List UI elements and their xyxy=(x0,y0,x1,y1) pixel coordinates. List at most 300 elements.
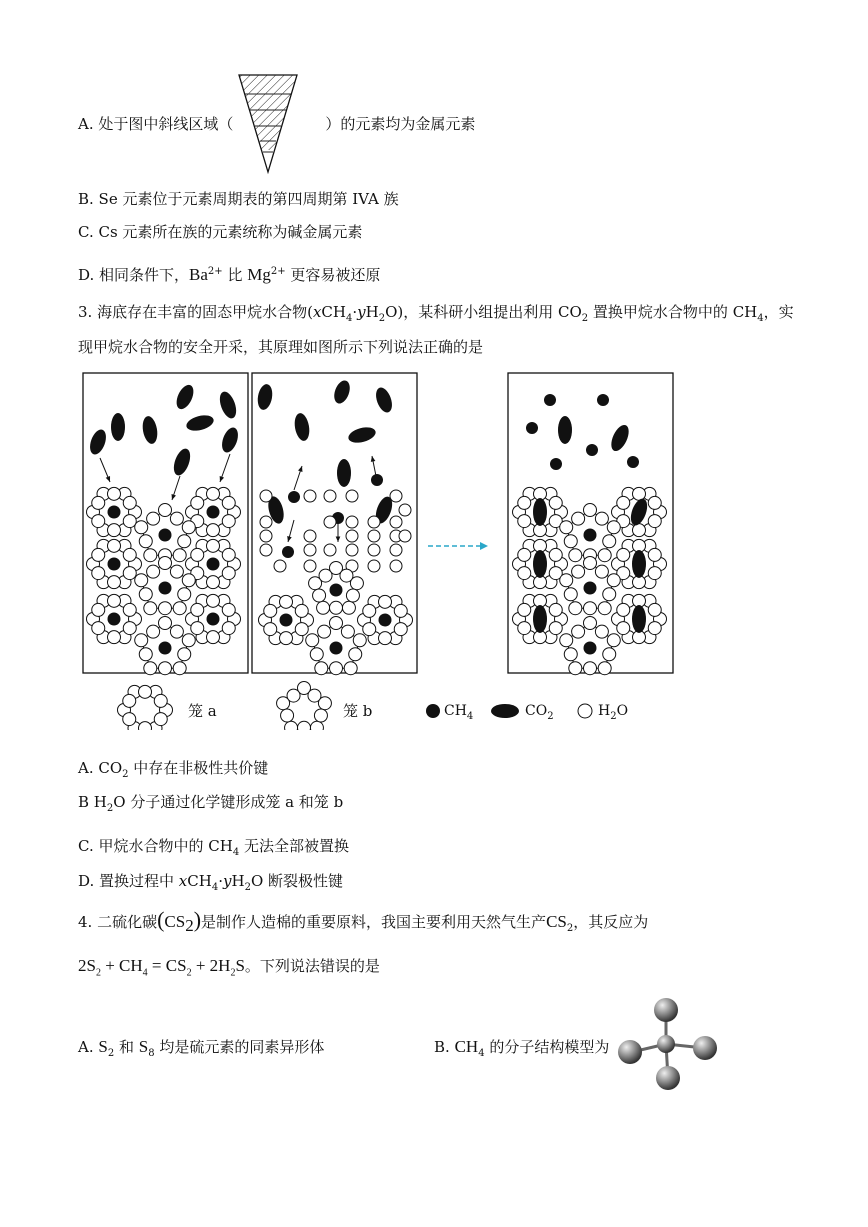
water-molecule xyxy=(394,623,407,636)
ch4-molecule xyxy=(159,529,172,542)
water-molecule xyxy=(340,569,353,582)
co2-molecule xyxy=(632,605,646,633)
water-molecule xyxy=(260,530,272,542)
legend-h2o-label xyxy=(598,701,628,727)
water-molecule xyxy=(170,625,183,638)
water-molecule xyxy=(207,594,220,607)
water-molecule xyxy=(207,524,220,537)
water-molecule xyxy=(222,496,235,509)
water-molecule xyxy=(368,516,380,528)
q3-stem-c: 4 xyxy=(345,313,353,324)
ch4-molecule xyxy=(597,394,609,406)
water-molecule xyxy=(298,721,311,730)
water-molecule xyxy=(595,565,608,578)
water-molecule xyxy=(569,662,582,675)
co2-molecule xyxy=(632,550,646,578)
water-molecule xyxy=(306,634,319,647)
water-molecule xyxy=(346,544,358,556)
water-molecule xyxy=(314,709,327,722)
legend-co2-label xyxy=(525,701,554,727)
q3-d-4: · xyxy=(218,872,223,890)
water-molecule xyxy=(191,548,204,561)
water-molecule xyxy=(595,625,608,638)
water-molecule xyxy=(390,544,402,556)
water-molecule xyxy=(135,521,148,534)
q3-stem-y: y xyxy=(357,303,366,321)
water-molecule xyxy=(154,694,167,707)
water-molecule xyxy=(135,574,148,587)
water-molecule xyxy=(304,490,316,502)
water-molecule xyxy=(170,512,183,525)
q3-c-1: C. 甲烷水合物中的 CH xyxy=(78,837,233,855)
water-molecule xyxy=(584,662,597,675)
q2-option-a-text-pre: A. 处于图中斜线区域（ xyxy=(78,115,234,133)
water-molecule xyxy=(147,565,160,578)
legend-cage-a-label: 笼 a xyxy=(188,702,217,720)
water-molecule xyxy=(598,602,611,615)
water-molecule xyxy=(560,521,573,534)
q3-stem-j: 4 xyxy=(757,313,764,324)
water-molecule xyxy=(349,648,362,661)
q2-option-c: C. Cs 元素所在族的元素统称为碱金属元素 xyxy=(78,223,363,241)
water-molecule xyxy=(390,516,402,528)
water-molecule xyxy=(191,496,204,509)
legend-ch4-sub: 4 xyxy=(466,710,474,722)
legend-h2o-text: H xyxy=(598,703,611,719)
water-molecule xyxy=(648,622,661,635)
ch4-molecule xyxy=(584,582,597,595)
q4-cs2-2: CS xyxy=(546,912,567,931)
water-molecule xyxy=(564,535,577,548)
water-molecule xyxy=(317,601,330,614)
water-molecule xyxy=(368,530,380,542)
q3-d-2: CH xyxy=(187,872,212,890)
q3-stem-e: H xyxy=(365,303,379,321)
mg-symbol: Mg xyxy=(247,265,271,284)
ch4-molecule xyxy=(584,529,597,542)
water-molecule xyxy=(108,576,121,589)
water-molecule xyxy=(123,567,136,580)
water-molecule xyxy=(549,548,562,561)
water-molecule xyxy=(569,549,582,562)
water-molecule xyxy=(108,631,121,644)
q2-option-d xyxy=(78,262,380,285)
q4-equation-line xyxy=(78,956,380,983)
q4-a-1: A. xyxy=(78,1038,99,1056)
legend-co2-text: CO xyxy=(525,703,548,719)
water-molecule xyxy=(222,603,235,616)
q3-d-7: O 断裂极性键 xyxy=(250,872,344,890)
legend-cage-b-label: 笼 b xyxy=(343,702,373,720)
water-molecule xyxy=(191,622,204,635)
water-molecule xyxy=(304,544,316,556)
q3-stem-line2: 现甲烷水合物的安全开采，其原理如图所示下列说法正确的是 xyxy=(78,338,484,356)
water-molecule xyxy=(264,604,277,617)
q2-option-d-pre: D. 相同条件下， xyxy=(78,266,190,284)
water-molecule xyxy=(598,549,611,562)
water-molecule xyxy=(154,713,167,726)
water-molecule xyxy=(330,617,343,630)
q4-stem-a: 4. 二硫化碳 xyxy=(78,913,158,931)
q4-cs2-2-sub: 2 xyxy=(566,923,574,934)
q3-a-3: 中存在非极性共价键 xyxy=(128,759,269,777)
water-molecule xyxy=(123,515,136,528)
water-molecule xyxy=(295,623,308,636)
q4-cs2-1-sub: 2 xyxy=(185,916,194,935)
q4-option-a xyxy=(78,1037,324,1064)
eq-3: = CS xyxy=(147,956,187,975)
water-molecule xyxy=(310,721,323,730)
q3-b-2: 2 xyxy=(106,803,114,814)
q3-stem-x: x xyxy=(312,303,322,321)
q4-a-s2: S xyxy=(98,1037,108,1056)
water-molecule xyxy=(379,632,392,645)
q3-stem-h: 2 xyxy=(581,313,589,324)
water-molecule xyxy=(207,487,220,500)
water-molecule xyxy=(108,539,121,552)
water-molecule xyxy=(285,721,298,730)
water-molecule xyxy=(123,622,136,635)
q3-d-1: D. 置换过程中 xyxy=(78,872,179,890)
legend-ch4-text: CH xyxy=(444,703,467,719)
eq-s1: 2 xyxy=(95,967,101,979)
water-molecule xyxy=(379,595,392,608)
q3-stem-i: 置换甲烷水合物中的 CH xyxy=(588,303,758,321)
water-molecule xyxy=(341,625,354,638)
q3-option-d xyxy=(78,871,343,898)
water-molecule xyxy=(173,602,186,615)
q3-stem-g: O)，某科研小组提出利用 CO xyxy=(385,303,582,321)
water-molecule xyxy=(346,589,359,602)
water-molecule xyxy=(518,515,531,528)
water-molecule xyxy=(549,622,562,635)
legend-co2-sub: 2 xyxy=(547,710,554,722)
water-molecule xyxy=(159,504,172,517)
water-molecule xyxy=(147,625,160,638)
water-molecule xyxy=(260,516,272,528)
water-molecule xyxy=(191,603,204,616)
water-molecule xyxy=(222,515,235,528)
eq-s3: 2 xyxy=(186,967,192,979)
water-molecule xyxy=(260,544,272,556)
q3-d-6: 2 xyxy=(244,882,251,893)
ch4-molecule xyxy=(207,613,220,626)
q3-a-2: 2 xyxy=(122,769,129,780)
water-molecule xyxy=(399,530,411,542)
water-molecule xyxy=(648,567,661,580)
mg-charge: 2+ xyxy=(270,266,286,277)
water-molecule xyxy=(564,648,577,661)
q4-option-b xyxy=(434,1037,609,1064)
eq-s4: 2 xyxy=(230,967,236,979)
water-molecule xyxy=(363,604,376,617)
water-molecule xyxy=(304,560,316,572)
legend-h2o-end: O xyxy=(616,703,629,719)
ch4-molecule xyxy=(108,558,121,571)
co2-molecule xyxy=(533,498,547,526)
q3-option-c xyxy=(78,836,349,863)
water-molecule xyxy=(123,694,136,707)
eq-1: 2S xyxy=(78,956,96,975)
water-molecule xyxy=(222,548,235,561)
water-molecule xyxy=(139,535,152,548)
water-molecule xyxy=(363,623,376,636)
water-molecule xyxy=(560,634,573,647)
q4-a-2: 和 xyxy=(114,1038,139,1056)
water-molecule xyxy=(260,490,272,502)
water-molecule xyxy=(368,560,380,572)
water-molecule xyxy=(139,685,152,698)
water-molecule xyxy=(572,625,585,638)
q4-stem-line1: 4. 二硫化碳$(CS_2)$是制作人造棉的重要原料，我国主要利用天然气生产$CS_2$，其反应为 xyxy=(78,907,649,935)
water-molecule xyxy=(313,589,326,602)
water-molecule xyxy=(603,535,616,548)
water-molecule xyxy=(170,565,183,578)
water-molecule xyxy=(346,530,358,542)
water-molecule xyxy=(295,604,308,617)
water-molecule xyxy=(518,567,531,580)
ch4-molecule xyxy=(282,546,294,558)
water-molecule xyxy=(368,544,380,556)
water-molecule xyxy=(569,602,582,615)
q4-b-ch4-sub: 4 xyxy=(478,1048,485,1059)
q4-cs2-1: CS xyxy=(164,912,186,931)
water-molecule xyxy=(182,634,195,647)
water-molecule xyxy=(281,709,294,722)
water-molecule xyxy=(584,602,597,615)
water-molecule xyxy=(315,662,328,675)
q2-option-b: B. Se 元素位于元素周期表的第四周期第 IVA 族 xyxy=(78,190,399,208)
ba-symbol: Ba xyxy=(189,265,208,284)
water-molecule xyxy=(560,574,573,587)
q2-option-d-mid: 比 xyxy=(222,266,248,284)
water-molecule xyxy=(139,722,152,730)
q3-option-b xyxy=(78,792,343,819)
q4-b-2: 的分子结构模型为 xyxy=(484,1038,610,1056)
q4-a-3: 均是硫元素的同素异形体 xyxy=(154,1038,325,1056)
water-molecule xyxy=(324,490,336,502)
water-molecule xyxy=(144,549,157,562)
q2-option-d-post: 更容易被还原 xyxy=(285,266,381,284)
water-molecule xyxy=(617,603,630,616)
water-molecule xyxy=(319,569,332,582)
reaction-equation xyxy=(78,956,245,979)
water-molecule xyxy=(92,496,105,509)
water-molecule xyxy=(159,557,172,570)
water-molecule xyxy=(123,713,136,726)
legend-ch4-label xyxy=(444,701,473,727)
q3-stem-b: CH xyxy=(321,303,346,321)
water-molecule xyxy=(222,622,235,635)
eq-5: S xyxy=(235,956,245,975)
water-molecule xyxy=(346,516,358,528)
ch4-ball-stick-model xyxy=(612,996,722,1092)
q4-b-ch4: CH xyxy=(454,1037,479,1056)
water-molecule xyxy=(173,662,186,675)
water-molecule xyxy=(318,625,331,638)
ch4-molecule xyxy=(288,491,300,503)
water-molecule xyxy=(173,549,186,562)
water-molecule xyxy=(92,567,105,580)
q4-a-s8-sub: 8 xyxy=(148,1048,155,1059)
co2-molecule xyxy=(491,704,519,718)
water-molecule xyxy=(144,602,157,615)
water-molecule xyxy=(648,496,661,509)
q3-stem-k: ，实 xyxy=(763,303,794,321)
ch4-molecule xyxy=(584,642,597,655)
ch4-molecule xyxy=(207,558,220,571)
ch4-molecule xyxy=(159,642,172,655)
water-molecule xyxy=(578,704,592,718)
ba-charge: 2+ xyxy=(207,266,223,277)
water-molecule xyxy=(207,576,220,589)
ch4-molecule xyxy=(526,422,538,434)
q3-d-x: x xyxy=(178,872,188,890)
water-molecule xyxy=(108,487,121,500)
q3-d-y: y xyxy=(222,872,232,890)
water-molecule xyxy=(123,496,136,509)
q4-stem-c: ，其反应为 xyxy=(573,913,649,931)
water-molecule xyxy=(603,648,616,661)
water-molecule xyxy=(648,548,661,561)
water-molecule xyxy=(607,634,620,647)
water-molecule xyxy=(518,496,531,509)
water-molecule xyxy=(595,512,608,525)
q3-option-a xyxy=(78,758,268,785)
co2-molecule xyxy=(533,550,547,578)
ch4-molecule xyxy=(207,506,220,519)
water-molecule xyxy=(549,496,562,509)
water-molecule xyxy=(617,496,630,509)
ch4-molecule xyxy=(108,613,121,626)
q3-b-3: O 分子通过化学键形成笼 a 和笼 b xyxy=(113,793,344,811)
q4-b-1: B. xyxy=(434,1038,455,1056)
hatched-triangle-figure xyxy=(236,72,300,176)
q3-stem-d: · xyxy=(352,303,358,321)
water-molecule xyxy=(182,574,195,587)
water-molecule xyxy=(222,567,235,580)
q3-b-1: B H xyxy=(78,793,107,811)
water-molecule xyxy=(308,689,321,702)
q3-a-1: A. CO xyxy=(78,759,123,777)
water-molecule xyxy=(518,622,531,635)
q4-a-s8: S xyxy=(138,1037,149,1056)
water-molecule xyxy=(108,594,121,607)
water-molecule xyxy=(390,560,402,572)
water-molecule xyxy=(607,521,620,534)
ch4-molecule xyxy=(544,394,556,406)
water-molecule xyxy=(394,604,407,617)
water-molecule xyxy=(344,662,357,675)
water-molecule xyxy=(607,574,620,587)
water-molecule xyxy=(159,602,172,615)
hydrate-replacement-diagram xyxy=(80,370,680,730)
q3-d-5: H xyxy=(231,872,245,890)
co2-molecule xyxy=(558,416,572,444)
ch4-molecule xyxy=(371,474,383,486)
q4-a-s2-sub: 2 xyxy=(107,1048,115,1059)
water-molecule xyxy=(159,617,172,630)
water-molecule xyxy=(353,634,366,647)
q3-stem-line1 xyxy=(78,302,794,329)
water-molecule xyxy=(549,603,562,616)
water-molecule xyxy=(617,548,630,561)
water-molecule xyxy=(633,524,646,537)
water-molecule xyxy=(324,544,336,556)
legend-h2o-sub: 2 xyxy=(610,710,617,722)
water-molecule xyxy=(310,648,323,661)
water-molecule xyxy=(280,595,293,608)
co2-molecule xyxy=(533,605,547,633)
water-molecule xyxy=(564,588,577,601)
water-molecule xyxy=(92,515,105,528)
ch4-molecule xyxy=(108,506,121,519)
q4-eq-post: 。下列说法错误的是 xyxy=(244,957,380,975)
q4-stem-b: 是制作人造棉的重要原料，我国主要利用天然气生产 xyxy=(201,913,547,931)
water-molecule xyxy=(135,634,148,647)
water-molecule xyxy=(648,515,661,528)
water-molecule xyxy=(324,516,336,528)
eq-4: + 2H xyxy=(191,956,231,975)
water-molecule xyxy=(178,535,191,548)
water-molecule xyxy=(147,512,160,525)
q3-stem-a: 3. 海底存在丰富的固态甲烷水合物( xyxy=(78,303,313,321)
water-molecule xyxy=(518,548,531,561)
water-molecule xyxy=(92,603,105,616)
water-molecule xyxy=(182,521,195,534)
water-molecule xyxy=(207,539,220,552)
water-molecule xyxy=(280,632,293,645)
water-molecule xyxy=(139,648,152,661)
water-molecule xyxy=(399,504,411,516)
q3-d-3: 4 xyxy=(211,882,219,893)
q3-stem-f: 2 xyxy=(378,313,386,324)
water-molecule xyxy=(92,622,105,635)
ch4-molecule xyxy=(379,614,392,627)
co2-molecule xyxy=(111,413,125,441)
water-molecule xyxy=(584,504,597,517)
ch4-molecule xyxy=(330,642,343,655)
water-molecule xyxy=(304,530,316,542)
water-molecule xyxy=(617,622,630,635)
water-molecule xyxy=(207,631,220,644)
ch4-molecule xyxy=(550,458,562,470)
water-molecule xyxy=(603,588,616,601)
water-molecule xyxy=(342,601,355,614)
water-molecule xyxy=(572,565,585,578)
ch4-molecule xyxy=(159,582,172,595)
water-molecule xyxy=(287,689,300,702)
water-molecule xyxy=(518,603,531,616)
q2-option-a-text-post: ）的元素均为金属元素 xyxy=(325,115,476,133)
water-molecule xyxy=(264,623,277,636)
water-molecule xyxy=(584,617,597,630)
eq-s2: 4 xyxy=(142,967,148,979)
water-molecule xyxy=(633,487,646,500)
water-molecule xyxy=(330,662,343,675)
q3-c-2: 4 xyxy=(232,847,240,858)
q3-c-3: 无法全部被置换 xyxy=(239,837,349,855)
water-molecule xyxy=(330,601,343,614)
water-molecule xyxy=(390,490,402,502)
water-molecule xyxy=(346,490,358,502)
ch4-molecule xyxy=(627,456,639,468)
water-molecule xyxy=(123,548,136,561)
water-molecule xyxy=(123,603,136,616)
ch4-molecule xyxy=(280,614,293,627)
water-molecule xyxy=(108,524,121,537)
water-molecule xyxy=(178,648,191,661)
